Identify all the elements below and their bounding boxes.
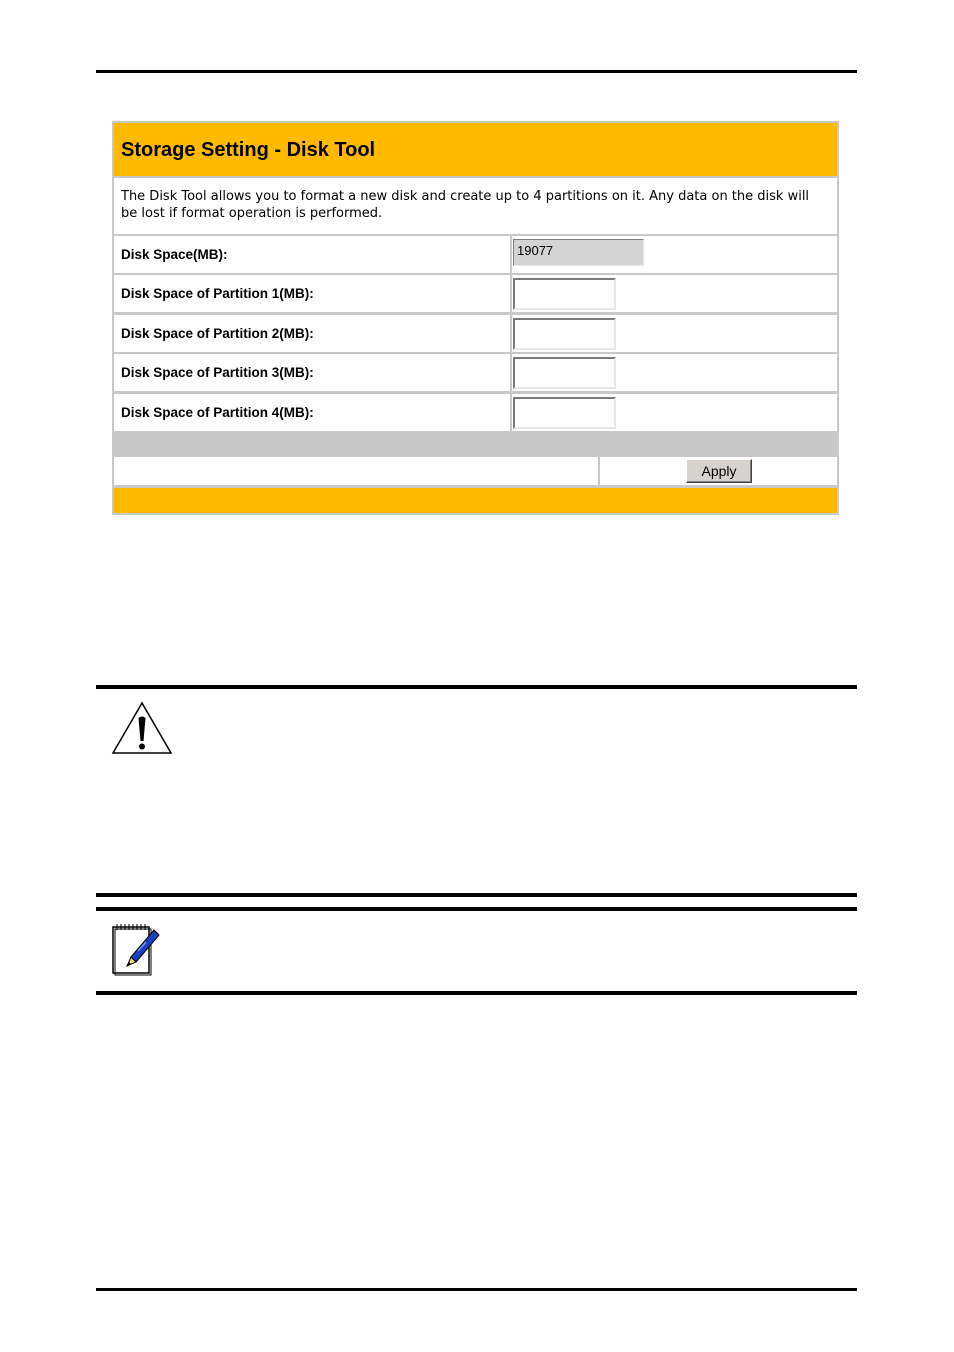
disk-space-row — [114, 236, 837, 273]
partition-4-label-cell — [114, 394, 510, 431]
partition-2-value-cell — [512, 315, 837, 352]
disk-tool-panel — [112, 121, 839, 515]
note-top-rule — [96, 907, 857, 911]
panel-description: The Disk Tool allows you to format a new disk and create up to 4 partitions on it. Any data on the disk will be lost if format operation is performed. — [121, 189, 810, 221]
partition-4-input[interactable] — [513, 397, 616, 429]
partition-4-row — [114, 394, 837, 431]
panel-description-row — [114, 178, 837, 234]
partition-1-value-cell — [512, 275, 837, 312]
panel-header — [114, 123, 837, 176]
note-bottom-rule — [96, 991, 857, 995]
partition-2-label-cell — [114, 315, 510, 352]
disk-space-label: Disk Space(MB): — [121, 247, 228, 262]
disk-space-field: 19077 — [513, 239, 644, 266]
disk-space-value-cell — [512, 236, 837, 273]
apply-button[interactable]: Apply — [686, 459, 752, 483]
partition-1-row — [114, 275, 837, 312]
partition-3-input[interactable] — [513, 357, 616, 389]
button-row-cell — [600, 457, 837, 485]
panel-title: Storage Setting - Disk Tool — [121, 139, 376, 161]
notepad-pen-icon — [110, 922, 162, 976]
button-row — [114, 457, 837, 485]
caution-top-rule — [96, 685, 857, 689]
panel-footer — [114, 488, 837, 513]
button-row-spacer — [114, 457, 598, 485]
warning-triangle-icon — [111, 701, 173, 756]
partition-3-label: Disk Space of Partition 3(MB): — [121, 365, 314, 380]
partition-1-label: Disk Space of Partition 1(MB): — [121, 286, 314, 301]
partition-1-input[interactable] — [513, 278, 616, 310]
disk-space-label-cell — [114, 236, 510, 273]
partition-3-label-cell — [114, 354, 510, 391]
partition-2-input[interactable] — [513, 318, 616, 350]
separator-bar — [114, 437, 837, 455]
partition-3-value-cell — [512, 354, 837, 391]
page-top-rule — [96, 70, 857, 73]
partition-2-row — [114, 315, 837, 352]
partition-4-value-cell — [512, 394, 837, 431]
caution-bottom-rule — [96, 893, 857, 897]
partition-4-label: Disk Space of Partition 4(MB): — [121, 405, 314, 420]
partition-1-label-cell — [114, 275, 510, 312]
partition-2-label: Disk Space of Partition 2(MB): — [121, 326, 314, 341]
page-bottom-rule — [96, 1288, 857, 1291]
partition-3-row — [114, 354, 837, 391]
